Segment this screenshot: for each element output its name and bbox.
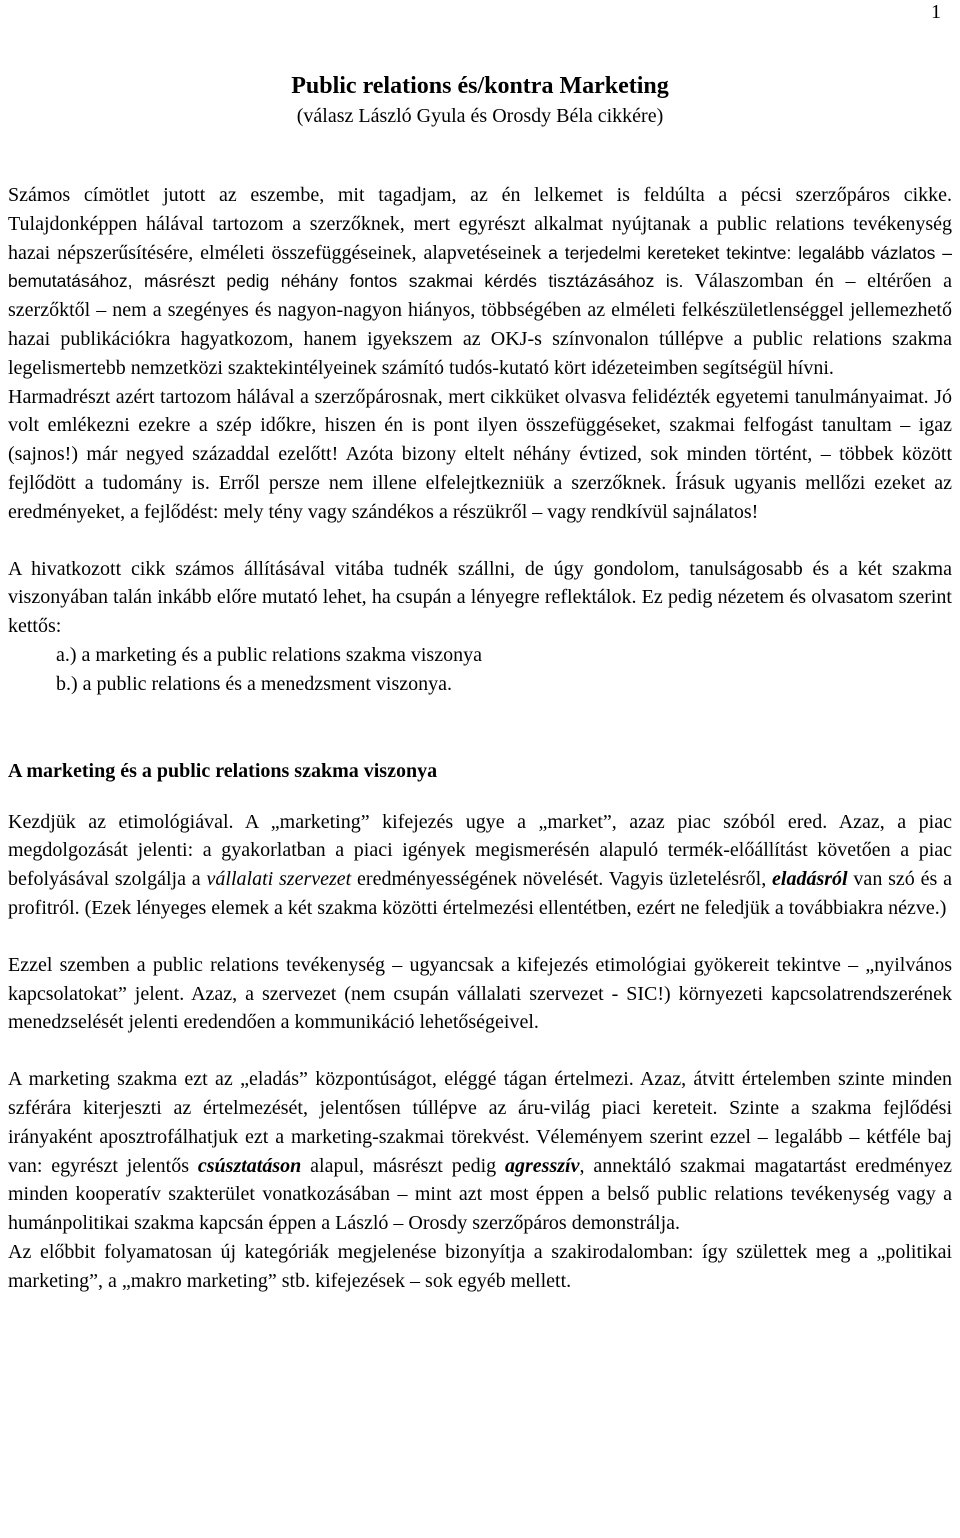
emphasis-csusztatason: csúsztatáson [197, 1154, 302, 1177]
etymology-text-a: Kezdjük az etimológiával. A „marketing” kifejezés ugye a „market”, azaz piac szóból ered. Azaz, a piac megdolgozását jelenti: a gyakorlatban a piaci igények megismerésén alapuló termék-előállítást követően a piac befolyásával szolgálja a [8, 810, 952, 891]
document-title: Public relations és/kontra Marketing [291, 73, 669, 99]
intro-paragraph-2: Harmadrészt azért tartozom hálával a szerzőpárosnak, mert cikküket olvasva felidézték egyetemi tanulmányaimat. Jó volt emlékezni ezekre a szép időkre, hiszen én is pont ilyen összefüggéseket, szakmai felfogást tanultam – igaz (sajnos!) már negyed századdal ezelőtt! Azóta bizony eltelt néhány évtized, sok minden történt, – többek között fejlődött a tudomány is. Erről persze nem illene elfelejtkezniük a szerzőknek. Írásuk ugyanis mellőzi ezeket az eredményeket, a fejlődést: mely tény vagy szándékos a részükről – vagy rendkívül sajnálatos! [8, 385, 952, 523]
section-heading: A marketing és a public relations szakma viszonya [8, 759, 438, 782]
pr-definition-paragraph: Ezzel szemben a public relations tevékenység – ugyancsak a kifejezés etimológiai gyökereit tekintve – „nyilvános kapcsolatokat” jelent. Azaz, a szervezet (nem csupán vállalati szervezet - SIC!) környezeti kapcsolatrendszerének menedzselését jelenti eredendően a kommunikáció lehetőségeivel. [8, 953, 952, 1034]
document-subtitle: (válasz László Gyula és Orosdy Béla cikkére) [296, 105, 664, 127]
page-number: 1 [931, 1, 941, 23]
emphasis-vallalati-szervezet: vállalati szervezet [206, 868, 352, 891]
marketing-critique-paragraph [8, 1065, 952, 1238]
intro-text-b: Válaszomban én – eltérően a szerzőktől – nem a szegényes és nagyon-nagyon hiányos, többségében az elméleti felkészületlenséggel jellemezhető hazai publikációkra hagyatkozom, hanem igyekszem az OKJ-s színvonalon túllépve a public relations szakma legelismertebb nemzetközi szaktekintélyeinek számító tudós-kutató kört idézeteimben segítségül hívni. [8, 270, 952, 379]
intro-text-a: Számos címötlet jutott az eszembe, mit tagadjam, az én lelkemet is feldúlta a pécsi szerzőpáros cikke. Tulajdonképpen hálával tartozom a szerzőknek, mert egyrészt alkalmat nyújtanak a public relations tevékenység hazai népszerűsítésére, elméleti összefüggéseinek, alapvetéseinek [8, 184, 952, 264]
critique-text-b: alapul, másrészt pedig [301, 1154, 506, 1177]
title-block [8, 70, 952, 130]
critique-text-a: A marketing szakma ezt az „eladás” központúságot, eléggé tágan értelmezi. Azaz, átvitt értelemben szinte minden szférára kiterjeszti az értelmezését, jelentősen túllépve az áru-világ piaci kereteit. Szinte a szakma fejlődési irányaként aposztrofálhatjuk ezt a marketing-szakmai törekvést. Véleményem szerint ezzel – legalább – kétféle baj van: egyrészt jelentős [8, 1068, 952, 1177]
critique-text-c: , annektáló szakmai magatartást eredményez minden kooperatív szakterület vonatkozásában – mint azt most éppen a belső public relations tevékenység vagy a humánpolitikai szakma kapcsán éppen a László – Orosdy szerzőpáros demonstrálja. [8, 1154, 952, 1235]
etymology-text-c: van szó és a profitról. (Ezek lényeges elemek a két szakma közötti értelmezési ellentétben, ezért ne feledjük a továbbiakra nézve.) [8, 868, 952, 919]
intro-text-sans: a terjedelmi kereteket tekintve: legalább vázlatos – bemutatásához, másrészt pedig néhány fontos szakmai kérdés tisztázásához is. [8, 242, 952, 292]
new-categories-paragraph: Az előbbit folyamatosan új kategóriák megjelenése bizonyítja a szakirodalomban: így születtek meg a „politikai marketing”, a „makro marketing” stb. kifejezések – sok egyéb mellett. [8, 1240, 952, 1292]
intro-paragraph-1 [8, 181, 952, 383]
thesis-list [8, 641, 952, 699]
etymology-text-b: eredményességének növelését. Vagyis üzletelésről, [351, 868, 773, 891]
document-body [8, 0, 952, 1296]
emphasis-eladasrol: eladásról [772, 868, 848, 891]
thesis-list-item: a.) a marketing és a public relations szakma viszonya [56, 643, 482, 666]
thesis-paragraph: A hivatkozott cikk számos állításával vitába tudnék szállni, de úgy gondolom, tanulságosabb és a két szakma viszonyában talán inkább előre mutató lehet, ha csupán a lényegre reflektálok. Ez pedig nézetem és olvasatom szerint kettős: [8, 557, 952, 638]
etymology-paragraph [8, 808, 952, 923]
emphasis-agressziv: agresszív [505, 1154, 580, 1177]
thesis-list-item: b.) a public relations és a menedzsment viszonya. [56, 672, 452, 695]
